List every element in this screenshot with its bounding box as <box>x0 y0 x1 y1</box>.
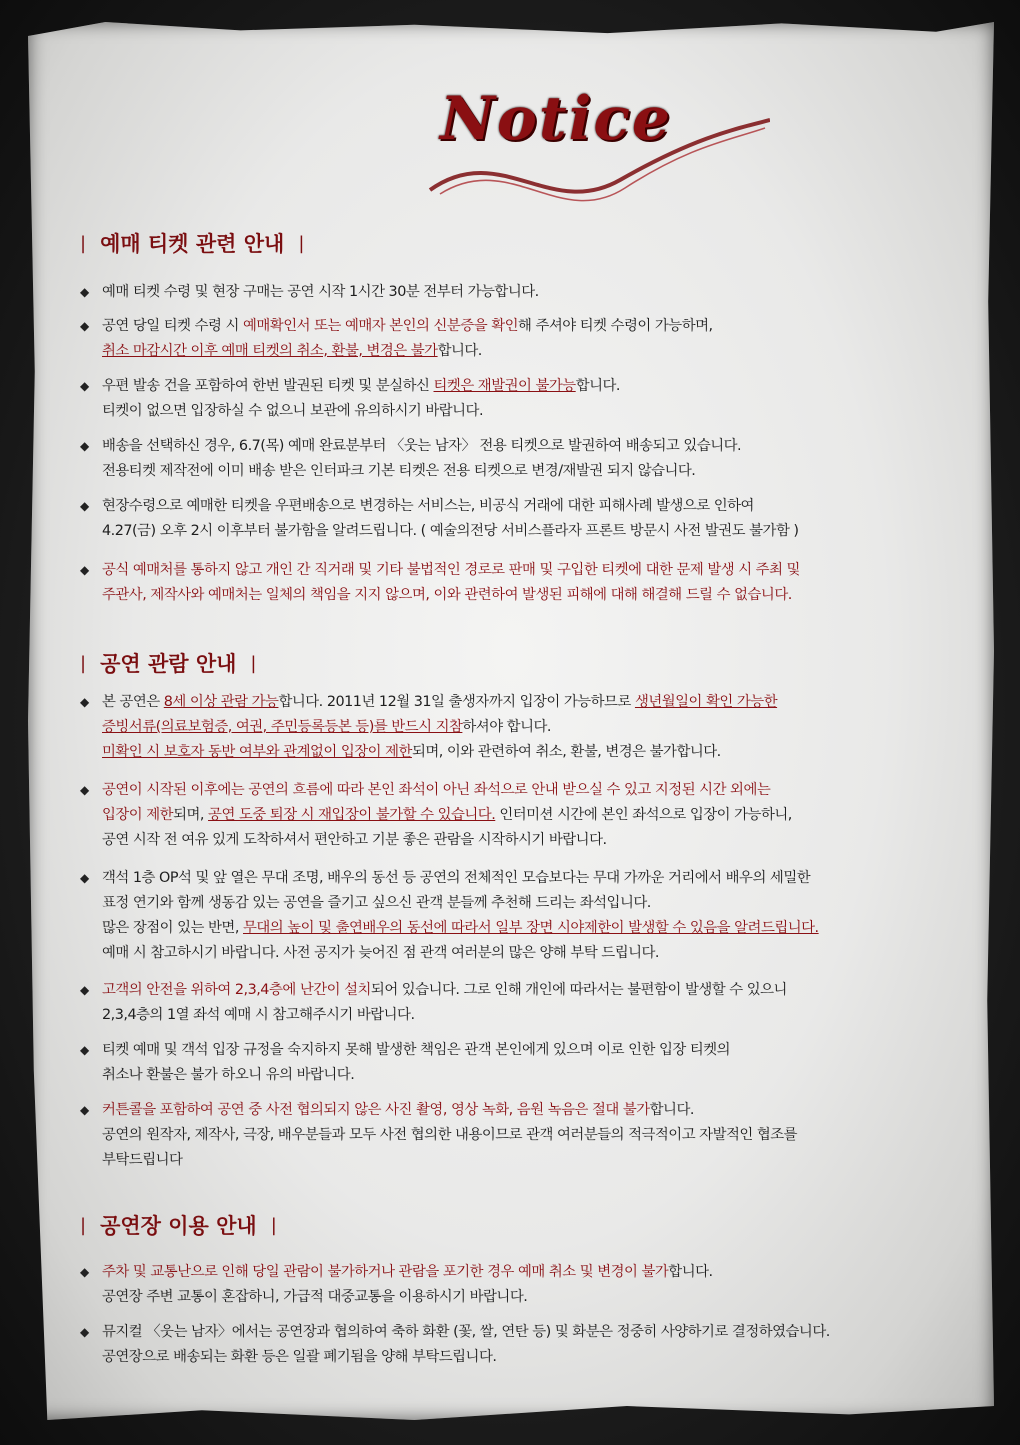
item-line <box>102 690 960 715</box>
item-line <box>102 459 960 484</box>
notice-list-item <box>80 1098 960 1173</box>
highlighted-text: 티켓은 재발권이 불가능 <box>433 378 576 394</box>
highlighted-text: 주차 및 교통난으로 인해 당일 관람이 불가하거나 관람을 포기한 경우 예매 취소 및 변경이 불가 <box>102 1264 669 1280</box>
body-text: 되어 있습니다. 그로 인해 개인에 따라서는 불편함이 발생할 수 있으니 <box>370 982 787 998</box>
item-line <box>102 280 960 305</box>
body-text: 해 주셔야 티켓 수령이 가능하며, <box>518 318 713 334</box>
section-title-text: 공연 관람 안내 <box>100 652 237 676</box>
body-text: 되며, <box>173 807 209 823</box>
diamond-bullet-icon: ◆ <box>80 563 89 577</box>
body-text: 합니다. 2011년 12월 31일 출생자까지 입장이 가능하므로 <box>278 694 635 710</box>
diamond-bullet-icon: ◆ <box>80 285 89 299</box>
item-line <box>102 314 960 339</box>
notice-list-item <box>80 314 960 364</box>
body-text: 본 공연은 <box>102 694 164 710</box>
diamond-bullet-icon: ◆ <box>80 871 89 885</box>
item-line <box>102 583 960 608</box>
notice-list-item <box>80 1320 960 1370</box>
highlighted-text: 주관사, 제작사와 예매처는 일체의 책임을 지지 않으며, 이와 관련하여 발생된 피해에 대해 해결해 드릴 수 없습니다. <box>102 587 792 603</box>
item-line <box>102 740 960 765</box>
body-text: 공연의 원작자, 제작사, 극장, 배우분들과 모두 사전 협의한 내용이므로 관객 여러분들의 적극적이고 자발적인 협조를 <box>102 1127 798 1143</box>
item-line <box>102 1098 960 1123</box>
highlighted-text: 공식 예매처를 통하지 않고 개인 간 직거래 및 기타 불법적인 경로로 판매 및 구입한 티켓에 대한 문제 발생 시 주최 및 <box>102 562 800 578</box>
item-line <box>102 778 960 803</box>
item-line <box>102 339 960 364</box>
diamond-bullet-icon: ◆ <box>80 439 89 453</box>
section-title-text: 공연장 이용 안내 <box>100 1214 257 1238</box>
body-text: 합니다. <box>649 1102 694 1118</box>
item-line <box>102 891 960 916</box>
body-text: 예매 시 참고하시기 바랍니다. 사전 공지가 늦어진 점 관객 여러분의 많은 양해 부탁 드립니다. <box>102 945 659 961</box>
item-line <box>102 1148 960 1173</box>
item-line <box>102 941 960 966</box>
item-line <box>102 519 960 544</box>
notice-list-item <box>80 1038 960 1088</box>
diamond-bullet-icon: ◆ <box>80 983 89 997</box>
body-text: 배송을 선택하신 경우, 6.7(목) 예매 완료분부터 〈웃는 남자〉 전용 티켓으로 발권하여 배송되고 있습니다. <box>102 438 742 454</box>
item-line <box>102 1345 960 1370</box>
body-text: 공연장으로 배송되는 화환 등은 일괄 폐기됨을 양해 부탁드립니다. <box>102 1349 497 1365</box>
notice-logo-title: Notice <box>440 84 673 154</box>
diamond-bullet-icon: ◆ <box>80 379 89 393</box>
highlighted-text: 고객의 안전을 위하여 2,3,4층에 난간이 설치 <box>102 982 371 998</box>
diamond-bullet-icon: ◆ <box>80 1325 89 1339</box>
item-line <box>102 803 960 828</box>
highlighted-text: 취소 마감시간 이후 예매 티켓의 취소, 환불, 변경은 불가 <box>102 343 438 359</box>
body-text: 합니다. <box>575 378 620 394</box>
item-line <box>102 1320 960 1345</box>
highlighted-text: 입장이 제한 <box>102 807 174 823</box>
body-text: 객석 1층 OP석 및 앞 열은 무대 조명, 배우의 동선 등 공연의 전체적인 모습보다는 무대 가까운 거리에서 배우의 세밀한 <box>102 870 811 886</box>
notice-list-item <box>80 866 960 966</box>
item-line <box>102 715 960 740</box>
highlighted-text: 공연 도중 퇴장 시 재입장이 불가할 수 있습니다. <box>208 807 496 823</box>
item-line <box>102 978 960 1003</box>
body-text: 공연 시작 전 여유 있게 도착하셔서 편안하고 기분 좋은 관람을 시작하시기 바랍니다. <box>102 832 607 848</box>
highlighted-text: 무대의 높이 및 출연배우의 동선에 따라서 일부 장면 시야제한이 발생할 수 있음을 알려드립니다. <box>243 920 819 936</box>
diamond-bullet-icon: ◆ <box>80 1265 89 1279</box>
body-text: 많은 장점이 있는 반면, <box>102 920 243 936</box>
item-line <box>102 374 960 399</box>
body-text: 공연 당일 티켓 수령 시 <box>102 318 243 334</box>
body-text: 예매 티켓 수령 및 현장 구매는 공연 시작 1시간 30분 전부터 가능합니다. <box>102 284 539 300</box>
item-line <box>102 1063 960 1088</box>
diamond-bullet-icon: ◆ <box>80 783 89 797</box>
item-line <box>102 1038 960 1063</box>
diamond-bullet-icon: ◆ <box>80 1043 89 1057</box>
body-text: 되며, 이와 관련하여 취소, 환불, 변경은 불가합니다. <box>411 744 721 760</box>
body-text: 뮤지컬 〈웃는 남자〉에서는 공연장과 협의하여 축하 화환 (꽃, 쌀, 연탄 등) 및 화분은 정중히 사양하기로 결정하였습니다. <box>102 1324 830 1340</box>
diamond-bullet-icon: ◆ <box>80 695 89 709</box>
notice-list-item <box>80 1260 960 1310</box>
body-text: 표정 연기와 함께 생동감 있는 공연을 즐기고 싶으신 관객 분들께 추천해 드리는 좌석입니다. <box>102 895 651 911</box>
section-title <box>80 1210 277 1240</box>
item-line <box>102 916 960 941</box>
item-line <box>102 828 960 853</box>
section-bar-right: | <box>298 232 305 254</box>
body-text: 티켓 예매 및 객석 입장 규정을 숙지하지 못해 발생한 책임은 관객 본인에게 있으며 이로 인한 입장 티켓의 <box>102 1042 731 1058</box>
diamond-bullet-icon: ◆ <box>80 1103 89 1117</box>
item-line <box>102 866 960 891</box>
highlighted-text: 미확인 시 보호자 동반 여부와 관계없이 입장이 제한 <box>102 744 412 760</box>
notice-list-item <box>80 280 960 305</box>
body-text: 공연장 주변 교통이 혼잡하니, 가급적 대중교통을 이용하시기 바랍니다. <box>102 1289 528 1305</box>
notice-list-item <box>80 978 960 1028</box>
item-line <box>102 434 960 459</box>
highlighted-text: 8세 이상 관람 가능 <box>163 694 279 710</box>
body-text: 취소나 환불은 불가 하오니 유의 바랍니다. <box>102 1067 355 1083</box>
notice-list-item <box>80 690 960 765</box>
item-line <box>102 1285 960 1310</box>
body-text: 하셔야 합니다. <box>462 719 551 735</box>
body-text: 부탁드립니다 <box>102 1152 183 1168</box>
item-line <box>102 494 960 519</box>
item-line <box>102 558 960 583</box>
section-title <box>80 648 257 678</box>
item-line <box>102 1003 960 1028</box>
notice-list-item <box>80 434 960 484</box>
body-text: 티켓이 없으면 입장하실 수 없으니 보관에 유의하시기 바랍니다. <box>102 403 484 419</box>
notice-list-item <box>80 494 960 544</box>
body-text: 합니다. <box>437 343 482 359</box>
body-text: 합니다. <box>668 1264 713 1280</box>
body-text: 2,3,4층의 1열 좌석 예매 시 참고해주시기 바랍니다. <box>102 1007 415 1023</box>
body-text: 현장수령으로 예매한 티켓을 우편배송으로 변경하는 서비스는, 비공식 거래에 대한 피해사례 발생으로 인하여 <box>102 498 754 514</box>
body-text: 4.27(금) 오후 2시 이후부터 불가함을 알려드립니다. ( 예술의전당 서비스플라자 프론트 방문시 사전 발권도 불가함 ) <box>102 523 799 539</box>
highlighted-text: 생년월일이 확인 가능한 <box>634 694 778 710</box>
body-text: 우편 발송 건을 포함하여 한번 발권된 티켓 및 분실하신 <box>102 378 434 394</box>
section-title-text: 예매 티켓 관련 안내 <box>100 232 285 256</box>
section-bar-right: | <box>270 1214 277 1236</box>
highlighted-text: 예매확인서 또는 예매자 본인의 신분증을 확인 <box>243 318 518 334</box>
item-line <box>102 399 960 424</box>
diamond-bullet-icon: ◆ <box>80 319 89 333</box>
notice-list-item <box>80 558 960 608</box>
diamond-bullet-icon: ◆ <box>80 499 89 513</box>
body-text: 인터미션 시간에 본인 좌석으로 입장이 가능하니, <box>495 807 792 823</box>
notice-list-item <box>80 374 960 424</box>
highlighted-text: 커튼콜을 포함하여 공연 중 사전 협의되지 않은 사진 촬영, 영상 녹화, 음원 녹음은 절대 불가 <box>102 1102 650 1118</box>
body-text: 전용티켓 제작전에 이미 배송 받은 인터파크 기본 티켓은 전용 티켓으로 변경/재발권 되지 않습니다. <box>102 463 696 479</box>
item-line <box>102 1260 960 1285</box>
section-bar-right: | <box>250 652 257 674</box>
section-title <box>80 228 304 258</box>
item-line <box>102 1123 960 1148</box>
section-bar-left: | <box>80 652 87 674</box>
section-bar-left: | <box>80 1214 87 1236</box>
section-bar-left: | <box>80 232 87 254</box>
highlighted-text: 증빙서류(의료보험증, 여권, 주민등록등본 등)를 반드시 지참 <box>102 719 463 735</box>
notice-list-item <box>80 778 960 853</box>
highlighted-text: 공연이 시작된 이후에는 공연의 흐름에 따라 본인 좌석이 아닌 좌석으로 안내 받으실 수 있고 지정된 시간 외에는 <box>102 782 771 798</box>
